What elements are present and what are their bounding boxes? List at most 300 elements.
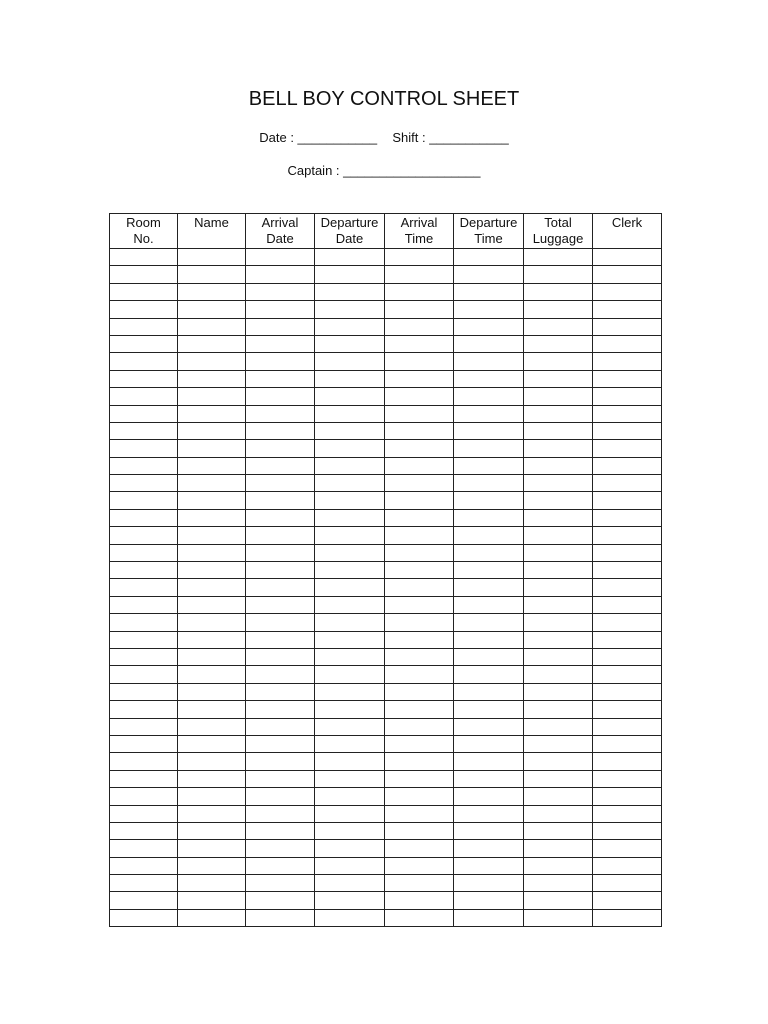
blank-cell <box>246 283 315 300</box>
blank-cell <box>315 562 385 579</box>
table-row <box>110 422 662 439</box>
col-header-line: Clerk <box>611 215 643 230</box>
blank-cell <box>593 631 662 648</box>
blank-cell <box>315 249 385 266</box>
blank-cell <box>315 579 385 596</box>
blank-cell <box>524 492 593 509</box>
page-title: BELL BOY CONTROL SHEET <box>248 88 520 110</box>
col-header-departure-date <box>315 214 385 249</box>
blank-cell <box>454 475 524 492</box>
blank-cell <box>246 840 315 857</box>
blank-cell <box>246 614 315 631</box>
blank-cell <box>454 822 524 839</box>
blank-cell <box>524 788 593 805</box>
blank-cell <box>454 301 524 318</box>
blank-cell <box>524 822 593 839</box>
blank-cell <box>593 283 662 300</box>
blank-cell <box>454 318 524 335</box>
blank-cell <box>110 805 178 822</box>
blank-cell <box>246 770 315 787</box>
blank-cell <box>454 457 524 474</box>
blank-cell <box>385 822 454 839</box>
blank-cell <box>246 805 315 822</box>
blank-cell <box>178 718 246 735</box>
blank-cell <box>315 457 385 474</box>
blank-cell <box>110 527 178 544</box>
blank-cell <box>110 596 178 613</box>
blank-cell <box>524 631 593 648</box>
table-row <box>110 457 662 474</box>
blank-cell <box>246 579 315 596</box>
table-row <box>110 249 662 266</box>
table-row <box>110 405 662 422</box>
blank-cell <box>385 596 454 613</box>
blank-cell <box>246 440 315 457</box>
blank-cell <box>593 805 662 822</box>
blank-cell <box>315 770 385 787</box>
blank-cell <box>385 370 454 387</box>
table-row <box>110 666 662 683</box>
blank-cell <box>178 440 246 457</box>
blank-cell <box>593 788 662 805</box>
blank-cell <box>110 283 178 300</box>
blank-cell <box>110 579 178 596</box>
captain-line <box>0 163 768 178</box>
table-body <box>110 249 662 927</box>
blank-cell <box>110 370 178 387</box>
blank-cell <box>385 475 454 492</box>
table-row <box>110 562 662 579</box>
blank-cell <box>315 631 385 648</box>
blank-cell <box>315 683 385 700</box>
blank-cell <box>593 318 662 335</box>
blank-cell <box>178 892 246 909</box>
blank-cell <box>246 909 315 926</box>
blank-cell <box>246 648 315 665</box>
col-header-line: Departure <box>320 215 379 230</box>
table-row <box>110 266 662 283</box>
table-row <box>110 840 662 857</box>
blank-cell <box>178 335 246 352</box>
blank-cell <box>178 301 246 318</box>
blank-cell <box>593 405 662 422</box>
blank-cell <box>315 492 385 509</box>
blank-cell <box>110 492 178 509</box>
blank-cell <box>315 509 385 526</box>
blank-cell <box>454 892 524 909</box>
blank-cell <box>593 370 662 387</box>
blank-cell <box>385 857 454 874</box>
blank-cell <box>385 735 454 752</box>
blank-cell <box>246 509 315 526</box>
blank-cell <box>178 422 246 439</box>
blank-cell <box>110 788 178 805</box>
blank-cell <box>524 770 593 787</box>
blank-cell <box>454 805 524 822</box>
blank-cell <box>454 770 524 787</box>
col-header-line: Departure <box>459 215 518 230</box>
blank-cell <box>246 318 315 335</box>
blank-cell <box>178 318 246 335</box>
blank-cell <box>454 648 524 665</box>
blank-cell <box>315 301 385 318</box>
blank-cell <box>385 544 454 561</box>
blank-cell <box>593 422 662 439</box>
col-header-total-luggage <box>524 214 593 249</box>
blank-cell <box>178 492 246 509</box>
shift-field-label: Shift : ___________ <box>392 130 509 145</box>
blank-cell <box>110 475 178 492</box>
blank-cell <box>524 544 593 561</box>
blank-cell <box>524 596 593 613</box>
blank-cell <box>178 596 246 613</box>
blank-cell <box>385 353 454 370</box>
blank-cell <box>385 753 454 770</box>
blank-cell <box>110 683 178 700</box>
blank-cell <box>246 527 315 544</box>
blank-cell <box>110 631 178 648</box>
blank-cell <box>593 335 662 352</box>
blank-cell <box>385 266 454 283</box>
blank-cell <box>315 353 385 370</box>
blank-cell <box>454 909 524 926</box>
blank-cell <box>524 527 593 544</box>
blank-cell <box>385 440 454 457</box>
blank-cell <box>524 666 593 683</box>
blank-cell <box>524 892 593 909</box>
blank-cell <box>524 405 593 422</box>
blank-cell <box>178 353 246 370</box>
blank-cell <box>524 753 593 770</box>
captain-field-label: Captain : ___________________ <box>287 163 481 178</box>
blank-cell <box>593 353 662 370</box>
blank-cell <box>524 857 593 874</box>
blank-cell <box>385 301 454 318</box>
blank-cell <box>315 822 385 839</box>
blank-cell <box>315 892 385 909</box>
blank-cell <box>385 666 454 683</box>
blank-cell <box>385 840 454 857</box>
blank-cell <box>524 648 593 665</box>
blank-cell <box>178 666 246 683</box>
blank-cell <box>454 753 524 770</box>
blank-cell <box>385 527 454 544</box>
table-row <box>110 388 662 405</box>
blank-cell <box>385 892 454 909</box>
blank-cell <box>110 335 178 352</box>
blank-cell <box>110 301 178 318</box>
table-row <box>110 492 662 509</box>
blank-cell <box>385 701 454 718</box>
blank-cell <box>110 753 178 770</box>
blank-cell <box>385 422 454 439</box>
blank-cell <box>454 788 524 805</box>
blank-cell <box>178 840 246 857</box>
blank-cell <box>524 509 593 526</box>
blank-cell <box>593 579 662 596</box>
blank-cell <box>315 405 385 422</box>
blank-cell <box>110 875 178 892</box>
blank-cell <box>385 388 454 405</box>
col-header-line: Date <box>266 231 294 246</box>
blank-cell <box>593 249 662 266</box>
blank-cell <box>110 509 178 526</box>
blank-cell <box>246 353 315 370</box>
blank-cell <box>246 718 315 735</box>
blank-cell <box>110 249 178 266</box>
blank-cell <box>593 770 662 787</box>
blank-cell <box>246 788 315 805</box>
blank-cell <box>524 457 593 474</box>
blank-cell <box>593 527 662 544</box>
blank-cell <box>315 614 385 631</box>
blank-cell <box>315 527 385 544</box>
blank-cell <box>524 335 593 352</box>
blank-cell <box>246 388 315 405</box>
blank-cell <box>246 892 315 909</box>
blank-cell <box>385 614 454 631</box>
blank-cell <box>385 457 454 474</box>
blank-cell <box>246 457 315 474</box>
blank-cell <box>524 388 593 405</box>
table-row <box>110 701 662 718</box>
blank-cell <box>178 457 246 474</box>
blank-cell <box>524 318 593 335</box>
blank-cell <box>315 875 385 892</box>
blank-cell <box>178 822 246 839</box>
blank-cell <box>385 509 454 526</box>
blank-cell <box>454 596 524 613</box>
blank-cell <box>593 857 662 874</box>
control-sheet-table <box>109 213 662 927</box>
blank-cell <box>178 788 246 805</box>
blank-cell <box>454 579 524 596</box>
blank-cell <box>110 440 178 457</box>
blank-cell <box>385 648 454 665</box>
blank-cell <box>110 735 178 752</box>
blank-cell <box>524 735 593 752</box>
blank-cell <box>524 875 593 892</box>
table-row <box>110 735 662 752</box>
blank-cell <box>315 596 385 613</box>
table-row <box>110 857 662 874</box>
blank-cell <box>593 875 662 892</box>
table-row <box>110 544 662 561</box>
table-row <box>110 892 662 909</box>
blank-cell <box>315 475 385 492</box>
blank-cell <box>454 683 524 700</box>
blank-cell <box>315 857 385 874</box>
blank-cell <box>110 857 178 874</box>
blank-cell <box>246 335 315 352</box>
blank-cell <box>593 266 662 283</box>
blank-cell <box>454 353 524 370</box>
blank-cell <box>524 301 593 318</box>
blank-cell <box>454 840 524 857</box>
table-row <box>110 596 662 613</box>
blank-cell <box>315 370 385 387</box>
blank-cell <box>385 562 454 579</box>
blank-cell <box>110 701 178 718</box>
blank-cell <box>385 318 454 335</box>
blank-cell <box>593 388 662 405</box>
blank-cell <box>315 735 385 752</box>
col-header-room-no <box>110 214 178 249</box>
table-row <box>110 370 662 387</box>
blank-cell <box>178 735 246 752</box>
blank-cell <box>385 875 454 892</box>
blank-cell <box>178 544 246 561</box>
blank-cell <box>110 892 178 909</box>
table-row <box>110 318 662 335</box>
blank-cell <box>178 805 246 822</box>
blank-cell <box>593 544 662 561</box>
blank-cell <box>178 857 246 874</box>
blank-cell <box>524 683 593 700</box>
col-header-clerk <box>593 214 662 249</box>
blank-cell <box>110 840 178 857</box>
col-header-arrival-date <box>246 214 315 249</box>
table-row <box>110 475 662 492</box>
blank-cell <box>454 875 524 892</box>
blank-cell <box>593 909 662 926</box>
col-header-line: Name <box>194 215 229 230</box>
blank-cell <box>110 822 178 839</box>
blank-cell <box>110 770 178 787</box>
blank-cell <box>110 405 178 422</box>
col-header-departure-time <box>454 214 524 249</box>
blank-cell <box>524 701 593 718</box>
blank-cell <box>178 614 246 631</box>
blank-cell <box>593 457 662 474</box>
blank-cell <box>110 388 178 405</box>
table-row <box>110 822 662 839</box>
blank-cell <box>178 683 246 700</box>
blank-cell <box>385 492 454 509</box>
blank-cell <box>178 266 246 283</box>
blank-cell <box>315 701 385 718</box>
blank-cell <box>385 579 454 596</box>
blank-cell <box>178 370 246 387</box>
blank-cell <box>315 648 385 665</box>
blank-cell <box>385 909 454 926</box>
blank-cell <box>110 648 178 665</box>
blank-cell <box>178 770 246 787</box>
table-row <box>110 353 662 370</box>
table-row <box>110 283 662 300</box>
blank-cell <box>385 718 454 735</box>
blank-cell <box>315 335 385 352</box>
blank-cell <box>385 249 454 266</box>
blank-cell <box>110 422 178 439</box>
blank-cell <box>454 440 524 457</box>
col-header-line: Arrival <box>400 215 438 230</box>
col-header-line: Time <box>404 231 434 246</box>
blank-cell <box>454 631 524 648</box>
blank-cell <box>178 875 246 892</box>
blank-cell <box>315 840 385 857</box>
blank-cell <box>454 718 524 735</box>
blank-cell <box>178 527 246 544</box>
blank-cell <box>593 301 662 318</box>
col-header-line: Room <box>126 215 161 230</box>
blank-cell <box>246 875 315 892</box>
blank-cell <box>593 596 662 613</box>
blank-cell <box>593 718 662 735</box>
blank-cell <box>385 283 454 300</box>
table-row <box>110 614 662 631</box>
blank-cell <box>454 614 524 631</box>
table-row <box>110 527 662 544</box>
blank-cell <box>524 370 593 387</box>
blank-cell <box>593 509 662 526</box>
blank-cell <box>593 666 662 683</box>
blank-cell <box>178 753 246 770</box>
blank-cell <box>524 353 593 370</box>
blank-cell <box>454 492 524 509</box>
blank-cell <box>524 614 593 631</box>
table-row <box>110 631 662 648</box>
blank-cell <box>178 283 246 300</box>
blank-cell <box>110 562 178 579</box>
blank-cell <box>454 266 524 283</box>
blank-cell <box>315 388 385 405</box>
table-row <box>110 335 662 352</box>
blank-cell <box>246 631 315 648</box>
blank-cell <box>178 909 246 926</box>
blank-cell <box>178 579 246 596</box>
blank-cell <box>178 648 246 665</box>
blank-cell <box>385 405 454 422</box>
blank-cell <box>110 318 178 335</box>
col-header-name <box>178 214 246 249</box>
blank-cell <box>246 370 315 387</box>
blank-cell <box>315 718 385 735</box>
blank-cell <box>454 335 524 352</box>
blank-cell <box>178 388 246 405</box>
blank-cell <box>246 735 315 752</box>
blank-cell <box>385 335 454 352</box>
table-row <box>110 301 662 318</box>
blank-cell <box>385 788 454 805</box>
blank-cell <box>110 666 178 683</box>
blank-cell <box>110 266 178 283</box>
table-row <box>110 579 662 596</box>
blank-cell <box>178 562 246 579</box>
blank-cell <box>385 770 454 787</box>
table-row <box>110 875 662 892</box>
blank-cell <box>246 857 315 874</box>
blank-cell <box>454 370 524 387</box>
blank-cell <box>454 283 524 300</box>
blank-cell <box>110 909 178 926</box>
blank-cell <box>246 596 315 613</box>
blank-cell <box>524 909 593 926</box>
blank-cell <box>246 562 315 579</box>
blank-cell <box>315 422 385 439</box>
blank-cell <box>593 683 662 700</box>
blank-cell <box>385 805 454 822</box>
blank-cell <box>110 353 178 370</box>
blank-cell <box>315 544 385 561</box>
blank-cell <box>246 422 315 439</box>
table-row <box>110 753 662 770</box>
blank-cell <box>246 683 315 700</box>
blank-cell <box>178 475 246 492</box>
blank-cell <box>524 440 593 457</box>
blank-cell <box>593 614 662 631</box>
blank-cell <box>246 301 315 318</box>
